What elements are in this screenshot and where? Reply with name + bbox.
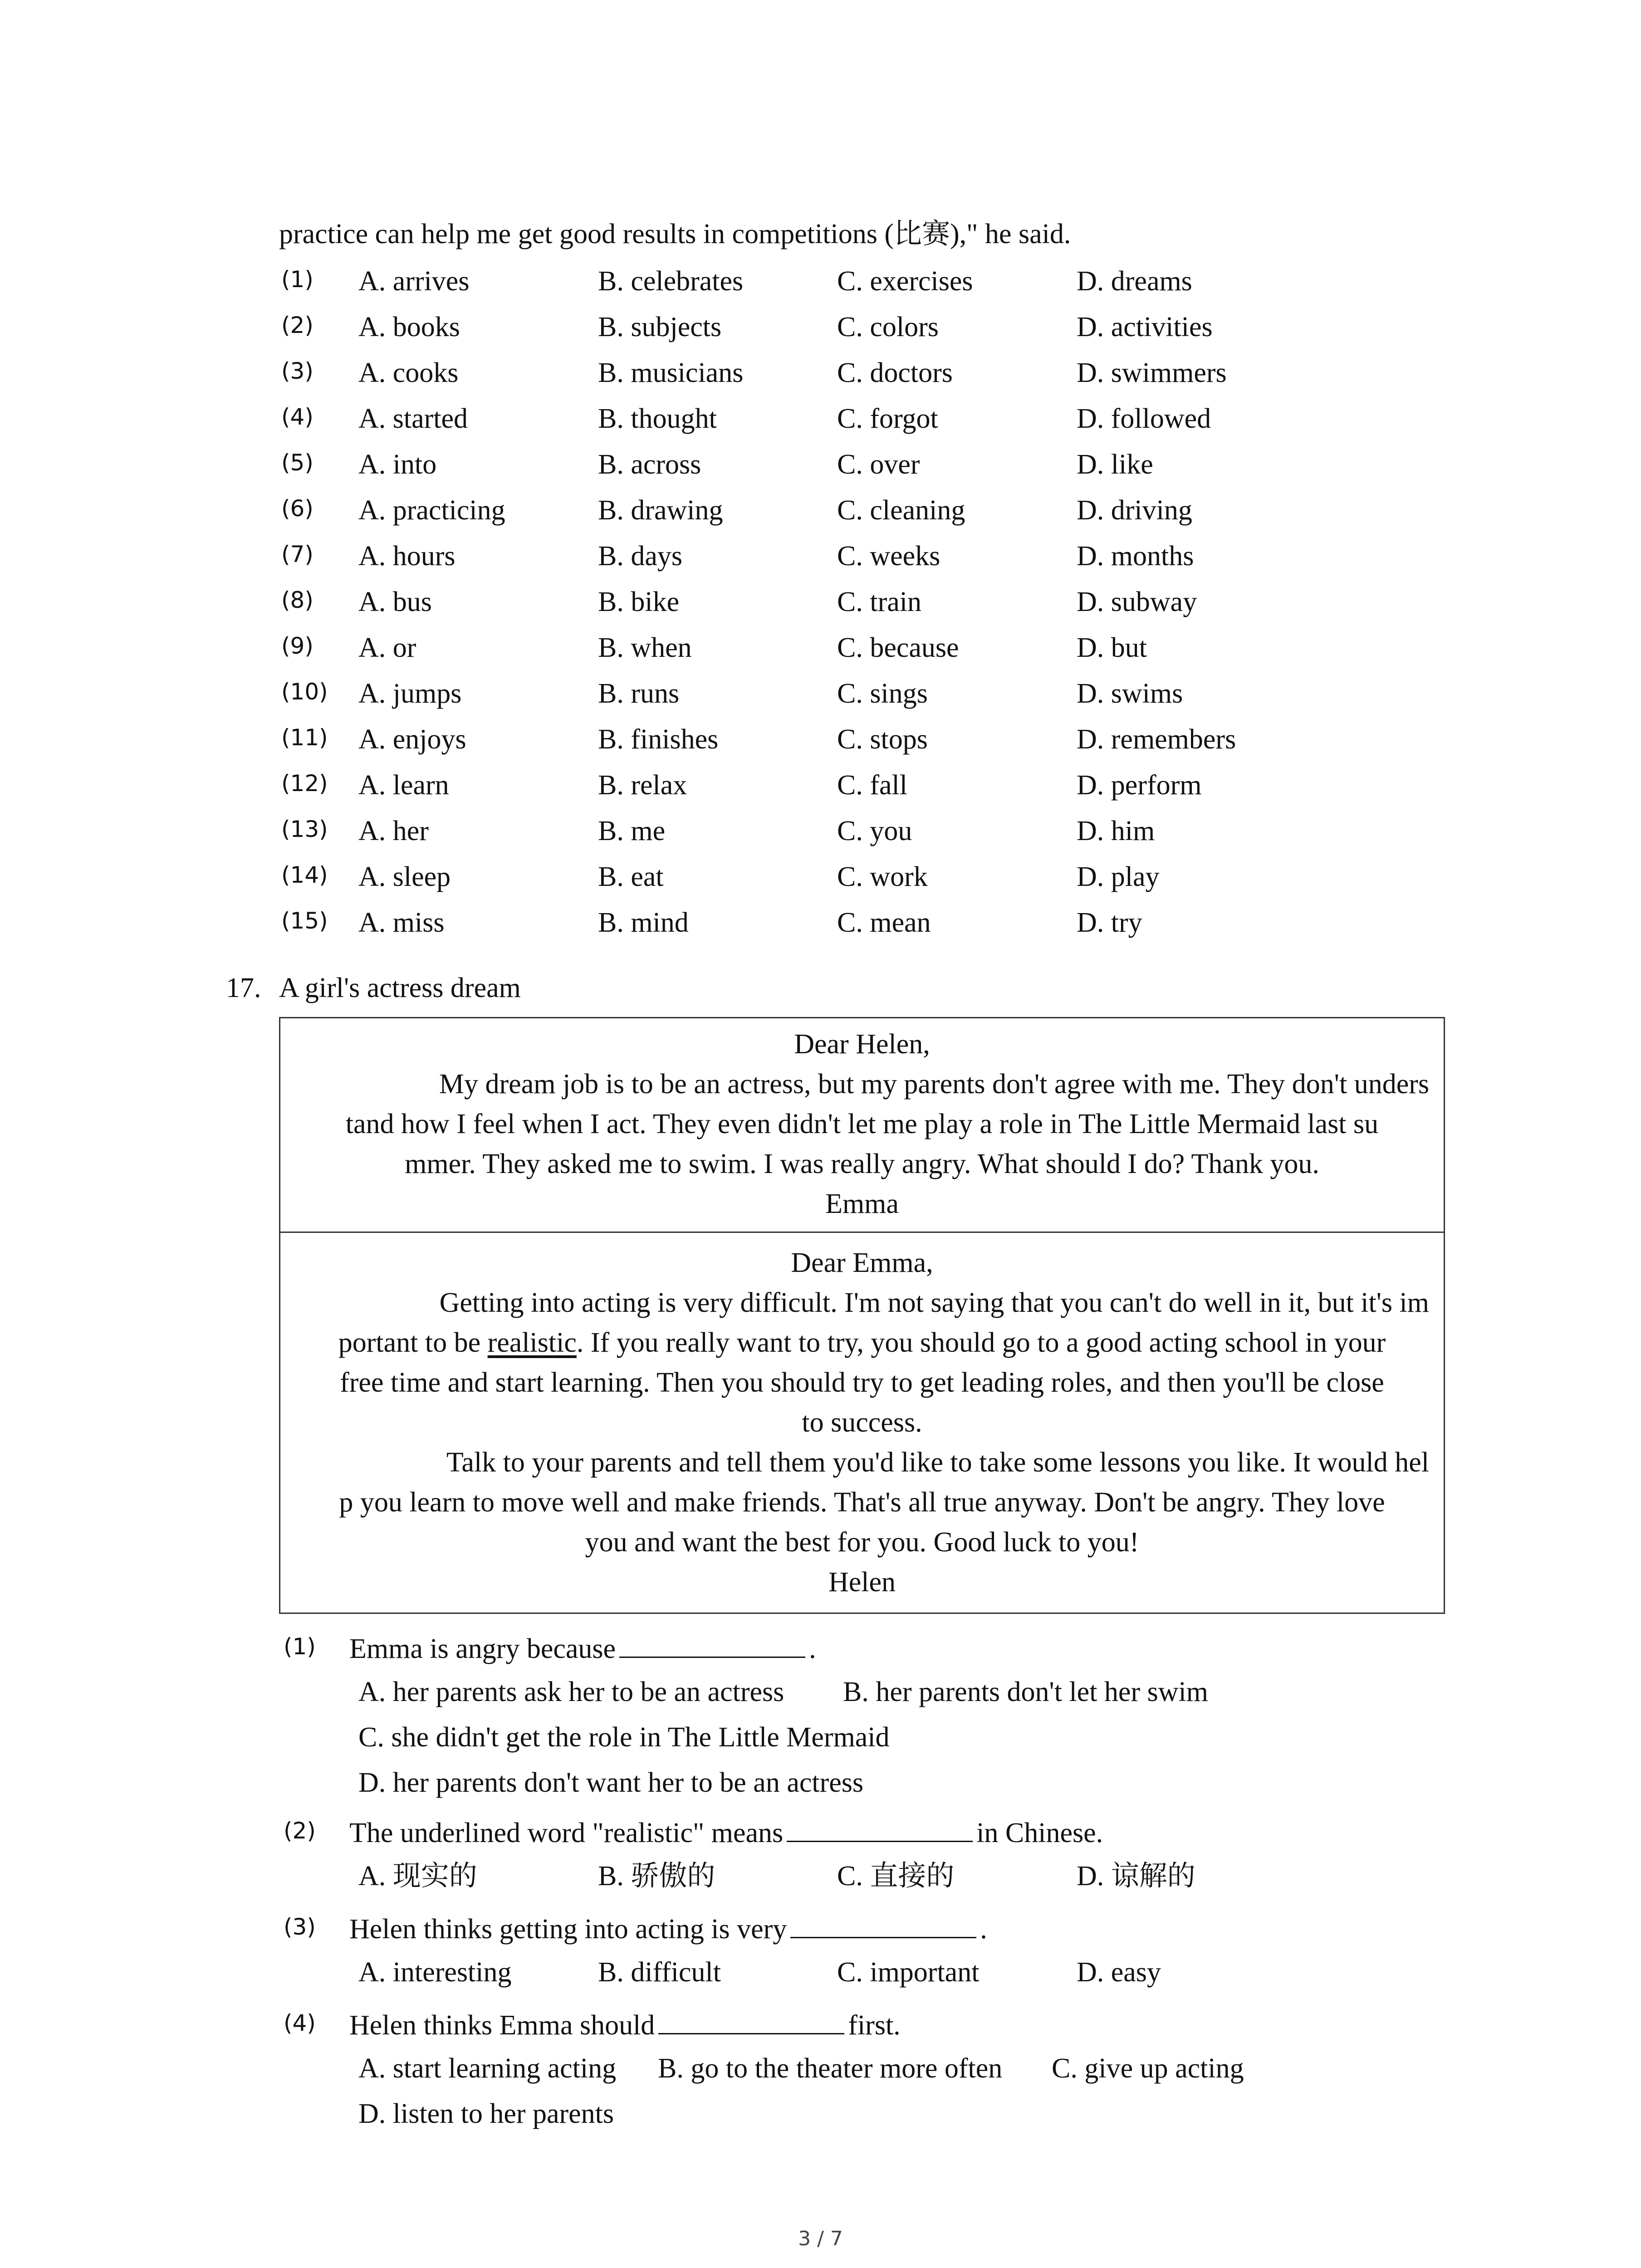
letter2-line2 (295, 1323, 1429, 1363)
q17-2-stem (349, 1813, 1103, 1850)
q16-item-number: (12) (281, 770, 328, 797)
q16-item-number: (5) (281, 450, 314, 476)
q16-item-number: (2) (281, 312, 314, 338)
q16-option-d: D. but (1077, 632, 1147, 663)
letter1-line3: mmer. They asked me to swim. I was really angry. What should I do? Thank you. (405, 1149, 1319, 1179)
q17-4-option-b: B. go to the theater more often (658, 2053, 1003, 2084)
letter2-greeting: Dear Emma, (791, 1247, 933, 1278)
q17-3-option-c: C. important (837, 1957, 980, 1988)
page-number: 3 / 7 (798, 2227, 843, 2250)
q16-option-a: A. her (358, 816, 429, 846)
q16-item-number: (11) (281, 724, 328, 751)
q17-3-number: (3) (284, 1914, 316, 1940)
q17-number: 17. (226, 973, 261, 1003)
q16-item-number: (15) (281, 908, 328, 934)
q17-1-stem-text: Emma is angry because (349, 1633, 616, 1664)
letter2-line4: to success. (802, 1407, 922, 1438)
q16-option-b: B. subjects (598, 312, 722, 342)
q17-1-option-a: A. her parents ask her to be an actress (358, 1677, 784, 1707)
q17-1-number: (1) (284, 1633, 316, 1660)
q17-2-option-b: B. 骄傲的 (598, 1861, 715, 1892)
letter2-line2-end: . If you really want to try, you should go to a good acting school in your (576, 1327, 1386, 1358)
q17-3-stem-end: . (980, 1914, 987, 1945)
q16-item-number: (3) (281, 358, 314, 384)
q16-option-a: A. enjoys (358, 724, 466, 755)
q16-option-c: C. you (837, 816, 912, 846)
q16-option-d: D. him (1077, 816, 1155, 846)
q17-4-stem-end: first. (848, 2010, 901, 2041)
q16-option-b: B. thought (598, 403, 717, 434)
q16-option-a: A. learn (358, 770, 449, 801)
q16-option-b: B. musicians (598, 357, 744, 388)
q16-option-d: D. remembers (1077, 724, 1236, 755)
q16-option-c: C. mean (837, 907, 931, 938)
q17-4-stem (349, 2006, 901, 2043)
q16-option-d: D. dreams (1077, 266, 1192, 297)
q16-item-number: (1) (281, 266, 314, 293)
underlined-word-realistic: realistic (487, 1327, 577, 1358)
q16-option-a: A. started (358, 403, 468, 434)
q16-option-c: C. work (837, 861, 928, 892)
q17-2-stem-text: The underlined word "realistic" means (349, 1818, 784, 1848)
q16-option-b: B. bike (598, 587, 680, 617)
q16-item-number: (10) (281, 679, 328, 705)
q17-2-option-c: C. 直接的 (837, 1861, 955, 1892)
q17-2-option-a: A. 现实的 (358, 1861, 477, 1892)
q16-option-c: C. because (837, 632, 959, 663)
q16-option-b: B. when (598, 632, 692, 663)
q16-option-a: A. miss (358, 907, 445, 938)
q17-2-number: (2) (284, 1818, 316, 1844)
q16-option-b: B. celebrates (598, 266, 744, 297)
q17-3-option-d: D. easy (1077, 1957, 1161, 1988)
q17-4-option-a: A. start learning acting (358, 2053, 617, 2084)
q16-option-b: B. eat (598, 861, 664, 892)
answer-blank[interactable] (787, 1813, 973, 1842)
q17-4-option-c: C. give up acting (1052, 2053, 1244, 2084)
letter2-line2-start: portant to be (338, 1327, 488, 1358)
q16-option-a: A. sleep (358, 861, 451, 892)
q16-option-d: D. swimmers (1077, 357, 1227, 388)
q16-option-a: A. practicing (358, 495, 505, 526)
q17-2-stem-end: in Chinese. (976, 1818, 1103, 1848)
q16-option-b: B. mind (598, 907, 689, 938)
letter2-signature: Helen (828, 1567, 896, 1598)
q16-option-c: C. weeks (837, 541, 941, 572)
letter2-line1: Getting into acting is very difficult. I'm not saying that you can't do well in it, but it's im (439, 1287, 1429, 1318)
q16-option-a: A. cooks (358, 357, 459, 388)
letter1-line2: tand how I feel when I act. They even didn't let me play a role in The Little Mermaid last su (345, 1109, 1379, 1139)
q17-3-option-a: A. interesting (358, 1957, 512, 1988)
q16-option-c: C. doctors (837, 357, 953, 388)
q16-option-b: B. drawing (598, 495, 723, 526)
q16-option-b: B. me (598, 816, 666, 846)
q17-4-stem-text: Helen thinks Emma should (349, 2010, 655, 2041)
q16-item-number: (4) (281, 404, 314, 430)
q17-1-stem-end: . (809, 1633, 816, 1664)
q16-option-d: D. driving (1077, 495, 1192, 526)
q16-option-d: D. perform (1077, 770, 1202, 801)
letter1-signature: Emma (825, 1188, 899, 1219)
q16-option-d: D. months (1077, 541, 1194, 572)
q16-option-c: C. forgot (837, 403, 938, 434)
q16-option-c: C. colors (837, 312, 939, 342)
q16-option-c: C. over (837, 449, 920, 480)
q16-option-d: D. swims (1077, 678, 1183, 709)
q17-3-stem-text: Helen thinks getting into acting is very (349, 1914, 787, 1945)
letter2-line7: you and want the best for you. Good luck to you! (585, 1527, 1139, 1558)
q17-1-option-d: D. her parents don't want her to be an actress (358, 1767, 864, 1798)
q16-option-a: A. hours (358, 541, 456, 572)
answer-blank[interactable] (790, 1910, 976, 1938)
q16-item-number: (13) (281, 816, 328, 842)
q16-item-number: (6) (281, 495, 314, 522)
q16-item-number: (14) (281, 862, 328, 888)
q16-option-a: A. or (358, 632, 416, 663)
q17-4-option-d: D. listen to her parents (358, 2098, 614, 2129)
q16-option-b: B. relax (598, 770, 687, 801)
q16-option-c: C. train (837, 587, 921, 617)
q17-1-stem (349, 1629, 816, 1666)
q16-item-number: (9) (281, 633, 314, 659)
letter1-greeting: Dear Helen, (794, 1029, 930, 1060)
q16-option-a: A. arrives (358, 266, 470, 297)
q16-option-c: C. stops (837, 724, 928, 755)
letter-divider (279, 1232, 1445, 1233)
q17-2-option-d: D. 谅解的 (1077, 1861, 1195, 1892)
q16-option-c: C. fall (837, 770, 907, 801)
answer-blank[interactable] (658, 2006, 844, 2034)
q16-option-c: C. exercises (837, 266, 973, 297)
q17-1-option-b: B. her parents don't let her swim (843, 1677, 1208, 1707)
q16-option-d: D. subway (1077, 587, 1197, 617)
q16-item-number: (8) (281, 587, 314, 613)
q16-item-number: (7) (281, 541, 314, 567)
q16-option-a: A. jumps (358, 678, 462, 709)
letter2-line6: p you learn to move well and make friends. That's all true anyway. Don't be angry. They love (339, 1487, 1385, 1518)
q16-option-c: C. sings (837, 678, 928, 709)
letter2-line3: free time and start learning. Then you should try to get leading roles, and then you'll be close (340, 1367, 1384, 1398)
q16-option-d: D. try (1077, 907, 1142, 938)
q16-option-d: D. like (1077, 449, 1153, 480)
q16-option-b: B. runs (598, 678, 680, 709)
q16-option-b: B. finishes (598, 724, 719, 755)
q16-option-b: B. days (598, 541, 682, 572)
q17-3-stem (349, 1910, 987, 1946)
answer-blank[interactable] (619, 1629, 805, 1658)
q17-4-number: (4) (284, 2010, 316, 2036)
letter1-line1: My dream job is to be an actress, but my parents don't agree with me. They don't unders (439, 1069, 1429, 1100)
q16-option-d: D. play (1077, 861, 1160, 892)
q16-option-a: A. books (358, 312, 460, 342)
q16-option-c: C. cleaning (837, 495, 965, 526)
letter2-line5: Talk to your parents and tell them you'd like to take some lessons you like. It would hel (446, 1447, 1429, 1478)
intro-line: practice can help me get good results in competitions (比赛)," he said. (279, 219, 1071, 249)
q17-1-option-c: C. she didn't get the role in The Little Mermaid (358, 1722, 890, 1753)
q16-option-b: B. across (598, 449, 701, 480)
q16-option-d: D. activities (1077, 312, 1213, 342)
q17-title: A girl's actress dream (279, 973, 521, 1003)
q17-3-option-b: B. difficult (598, 1957, 721, 1988)
q16-option-a: A. bus (358, 587, 432, 617)
q16-option-a: A. into (358, 449, 437, 480)
q16-option-d: D. followed (1077, 403, 1211, 434)
